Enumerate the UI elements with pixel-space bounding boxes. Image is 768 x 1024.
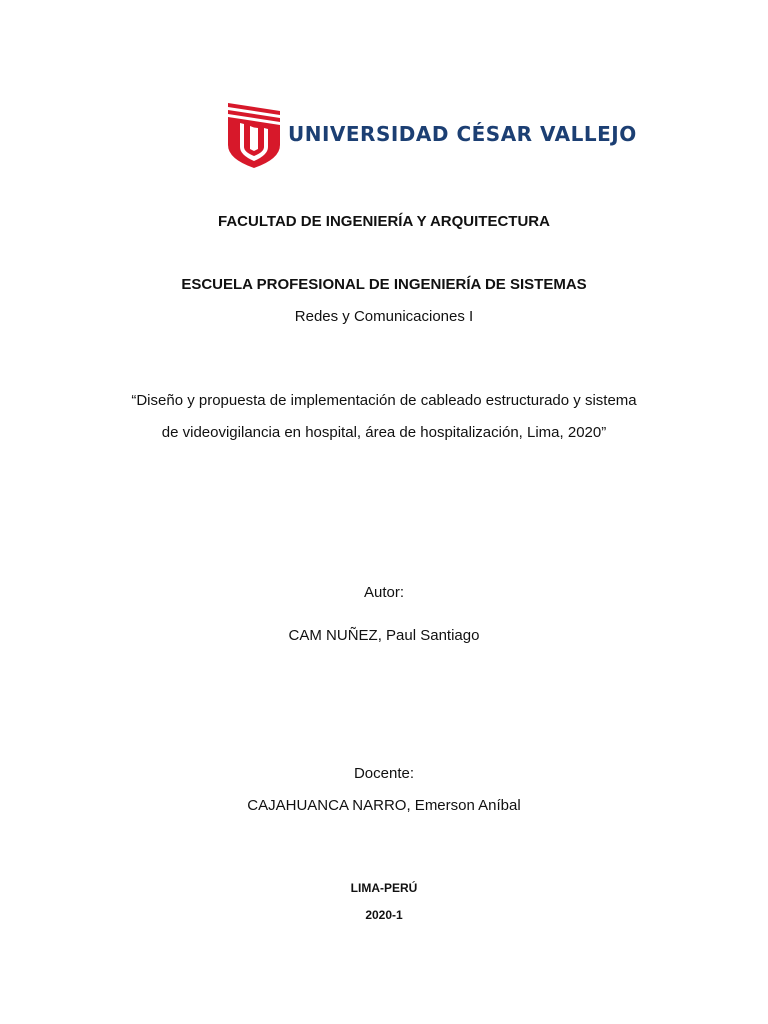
place-label: LIMA-PERÚ bbox=[350, 881, 418, 895]
faculty-title: FACULTAD DE INGENIERÍA Y ARQUITECTURA bbox=[218, 213, 550, 230]
university-name: UNIVERSIDAD CÉSAR VALLEJO bbox=[288, 122, 637, 146]
teacher-name: CAJAHUANCA NARRO, Emerson Aníbal bbox=[247, 797, 521, 814]
university-shield-icon bbox=[226, 101, 282, 169]
period-label: 2020-1 bbox=[365, 908, 403, 922]
teacher-label: Docente: bbox=[353, 765, 415, 782]
course-name: Redes y Comunicaciones I bbox=[294, 308, 474, 325]
university-logo bbox=[226, 101, 637, 169]
author-name: CAM NUÑEZ, Paul Santiago bbox=[288, 627, 480, 644]
thesis-title-line-1: “Diseño y propuesta de implementación de cableado estructurado y sistema bbox=[131, 392, 637, 409]
author-label: Autor: bbox=[363, 584, 405, 601]
school-title: ESCUELA PROFESIONAL DE INGENIERÍA DE SISTEMAS bbox=[181, 276, 587, 293]
thesis-title-line-2: de videovigilancia en hospital, área de hospitalización, Lima, 2020” bbox=[161, 424, 607, 441]
